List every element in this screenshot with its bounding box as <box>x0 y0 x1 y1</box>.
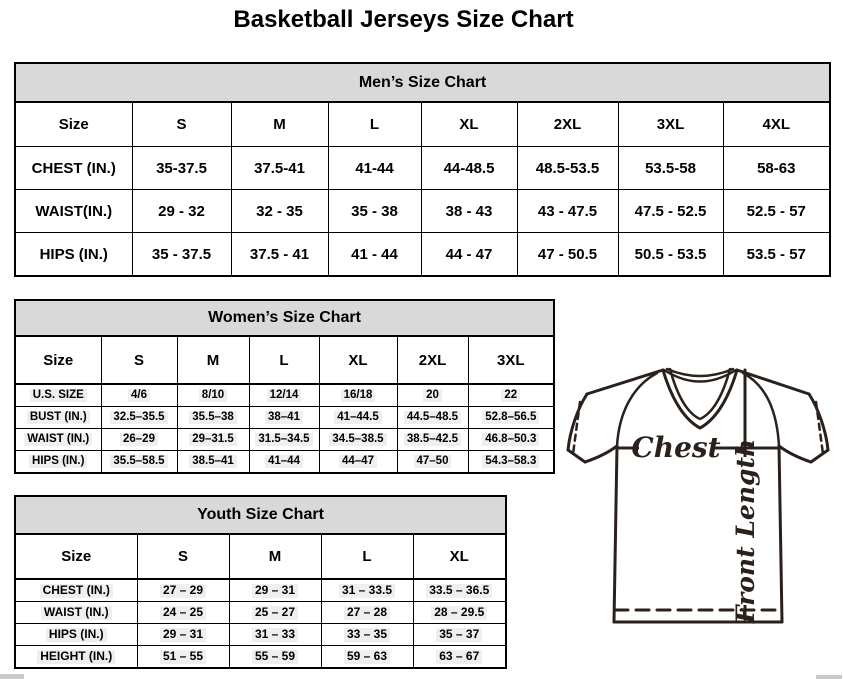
size-cell: 44-48.5 <box>421 147 517 190</box>
table-row <box>15 233 830 277</box>
size-cell: 52.5 - 57 <box>723 190 830 233</box>
womens-col-header: Size <box>15 336 101 384</box>
mens-col-header: 3XL <box>618 102 723 147</box>
cell-text: 20 <box>423 389 442 402</box>
size-cell: 37.5 - 41 <box>231 233 328 277</box>
cell-text: 22 <box>501 389 520 402</box>
womens-col-header: XL <box>319 336 397 384</box>
cell-text: 8/10 <box>199 389 227 402</box>
row-label: CHEST (IN.) <box>15 147 132 190</box>
cutoff-fragment-right <box>816 675 842 679</box>
size-cell: 48.5-53.5 <box>517 147 618 190</box>
cell-text: CHEST (IN.) <box>40 584 113 597</box>
size-cell: 58-63 <box>723 147 830 190</box>
mens-table-title: Men’s Size Chart <box>15 63 830 102</box>
size-cell <box>413 602 506 624</box>
row-label <box>15 579 137 602</box>
cell-text: 31.5–34.5 <box>255 433 312 446</box>
size-cell: 43 - 47.5 <box>517 190 618 233</box>
youth-col-header: M <box>229 534 321 579</box>
size-cell <box>249 384 319 407</box>
size-cell: 47 - 50.5 <box>517 233 618 277</box>
cell-text: 63 – 67 <box>436 650 482 663</box>
front-length-label: Front Length <box>731 438 760 624</box>
cell-text: 52.8–56.5 <box>482 411 539 424</box>
cell-text: 38.5–42.5 <box>404 433 461 446</box>
cell-text: 38–41 <box>265 411 303 424</box>
size-cell <box>249 451 319 474</box>
cell-text: 44–47 <box>339 455 377 468</box>
size-cell: 35-37.5 <box>132 147 231 190</box>
cell-text: U.S. SIZE <box>30 389 87 402</box>
size-cell <box>177 451 249 474</box>
size-cell <box>229 602 321 624</box>
cell-text: 12/14 <box>267 389 302 402</box>
table-row <box>15 384 554 407</box>
womens-col-header: M <box>177 336 249 384</box>
row-label <box>15 384 101 407</box>
cell-text: 59 – 63 <box>344 650 390 663</box>
size-cell <box>413 646 506 669</box>
youth-col-header: XL <box>413 534 506 579</box>
size-cell: 53.5 - 57 <box>723 233 830 277</box>
size-cell <box>397 451 468 474</box>
size-cell <box>229 624 321 646</box>
size-cell: 35 - 37.5 <box>132 233 231 277</box>
size-cell <box>397 429 468 451</box>
size-cell: 47.5 - 52.5 <box>618 190 723 233</box>
cell-text: 28 – 29.5 <box>431 606 487 619</box>
size-cell: 32 - 35 <box>231 190 328 233</box>
womens-size-table <box>14 299 555 474</box>
table-row <box>15 602 506 624</box>
size-cell: 37.5-41 <box>231 147 328 190</box>
table-row <box>15 624 506 646</box>
cell-text: 27 – 29 <box>160 584 206 597</box>
page-title: Basketball Jerseys Size Chart <box>233 6 574 33</box>
size-cell: 35 - 38 <box>328 190 421 233</box>
cell-text: 16/18 <box>341 389 376 402</box>
cell-text: 51 – 55 <box>160 650 206 663</box>
table-row <box>15 147 830 190</box>
mens-size-table <box>14 62 831 277</box>
mens-col-header: L <box>328 102 421 147</box>
size-cell <box>321 602 413 624</box>
cell-text: 31 – 33 <box>252 628 298 641</box>
row-label <box>15 624 137 646</box>
cell-text: 54.3–58.3 <box>482 455 539 468</box>
size-cell <box>137 624 229 646</box>
size-cell <box>137 646 229 669</box>
size-cell <box>468 429 554 451</box>
cell-text: WAIST (IN.) <box>41 606 112 619</box>
cell-text: 31 – 33.5 <box>339 584 395 597</box>
size-cell <box>321 579 413 602</box>
cell-text: 47–50 <box>414 455 452 468</box>
youth-col-header: Size <box>15 534 137 579</box>
size-cell <box>319 407 397 429</box>
mens-col-header: Size <box>15 102 132 147</box>
size-cell <box>137 579 229 602</box>
table-row <box>15 646 506 669</box>
cell-text: 46.8–50.3 <box>482 433 539 446</box>
mens-col-header: S <box>132 102 231 147</box>
row-label <box>15 407 101 429</box>
size-cell <box>397 407 468 429</box>
jersey-measurement-diagram <box>557 356 839 628</box>
cell-text: 29 – 31 <box>160 628 206 641</box>
mens-col-header: 2XL <box>517 102 618 147</box>
size-cell <box>321 624 413 646</box>
cell-text: 24 – 25 <box>160 606 206 619</box>
size-cell: 41-44 <box>328 147 421 190</box>
cell-text: 27 – 28 <box>344 606 390 619</box>
cell-text: WAIST (IN.) <box>24 433 92 446</box>
size-cell: 41 - 44 <box>328 233 421 277</box>
size-cell <box>413 579 506 602</box>
cell-text: 38.5–41 <box>189 455 237 468</box>
cell-text: 41–44 <box>265 455 303 468</box>
size-cell <box>468 407 554 429</box>
row-label <box>15 646 137 669</box>
cell-text: 34.5–38.5 <box>329 433 386 446</box>
mens-col-header: M <box>231 102 328 147</box>
size-cell: 29 - 32 <box>132 190 231 233</box>
womens-col-header: 3XL <box>468 336 554 384</box>
size-cell <box>249 407 319 429</box>
mens-col-header: 4XL <box>723 102 830 147</box>
size-cell <box>177 407 249 429</box>
size-cell <box>413 624 506 646</box>
womens-col-header: 2XL <box>397 336 468 384</box>
row-label <box>15 451 101 474</box>
size-cell <box>177 384 249 407</box>
size-cell <box>177 429 249 451</box>
youth-table-title: Youth Size Chart <box>15 496 506 534</box>
cell-text: 29–31.5 <box>189 433 237 446</box>
size-cell <box>137 602 229 624</box>
cutoff-fragment-left <box>0 674 24 679</box>
cell-text: 29 – 31 <box>252 584 298 597</box>
cell-text: HEIGHT (IN.) <box>37 650 115 663</box>
size-cell <box>468 451 554 474</box>
size-cell <box>101 451 177 474</box>
table-row <box>15 579 506 602</box>
row-label <box>15 602 137 624</box>
womens-col-header: S <box>101 336 177 384</box>
table-row <box>15 190 830 233</box>
size-cell <box>101 407 177 429</box>
size-cell <box>321 646 413 669</box>
size-cell <box>249 429 319 451</box>
cell-text: 35 – 37 <box>436 628 482 641</box>
table-row <box>15 407 554 429</box>
cell-text: 25 – 27 <box>252 606 298 619</box>
cell-text: 4/6 <box>128 389 150 402</box>
size-cell: 50.5 - 53.5 <box>618 233 723 277</box>
cell-text: 55 – 59 <box>252 650 298 663</box>
cell-text: 35.5–38 <box>189 411 237 424</box>
size-cell: 53.5-58 <box>618 147 723 190</box>
youth-col-header: L <box>321 534 413 579</box>
size-cell <box>101 384 177 407</box>
row-label: WAIST(IN.) <box>15 190 132 233</box>
size-cell: 44 - 47 <box>421 233 517 277</box>
youth-size-table <box>14 495 507 669</box>
womens-col-header: L <box>249 336 319 384</box>
youth-col-header: S <box>137 534 229 579</box>
size-cell <box>468 384 554 407</box>
size-cell <box>319 429 397 451</box>
row-label <box>15 429 101 451</box>
cell-text: 35.5–58.5 <box>110 455 167 468</box>
size-cell <box>229 646 321 669</box>
cell-text: BUST (IN.) <box>27 411 90 424</box>
table-row <box>15 451 554 474</box>
size-cell <box>319 384 397 407</box>
cell-text: 33 – 35 <box>344 628 390 641</box>
row-label: HIPS (IN.) <box>15 233 132 277</box>
size-cell: 38 - 43 <box>421 190 517 233</box>
cell-text: HIPS (IN.) <box>29 455 87 468</box>
mens-col-header: XL <box>421 102 517 147</box>
chest-label: Chest <box>631 431 721 464</box>
table-row <box>15 429 554 451</box>
size-cell <box>229 579 321 602</box>
cell-text: 32.5–35.5 <box>110 411 167 424</box>
cell-text: 33.5 – 36.5 <box>426 584 492 597</box>
cell-text: 44.5–48.5 <box>404 411 461 424</box>
size-cell <box>101 429 177 451</box>
cell-text: 41–44.5 <box>334 411 382 424</box>
womens-table-title: Women’s Size Chart <box>15 300 554 336</box>
cell-text: HIPS (IN.) <box>46 628 107 641</box>
jersey-outline <box>568 369 828 622</box>
size-cell <box>397 384 468 407</box>
cell-text: 26–29 <box>120 433 158 446</box>
size-cell <box>319 451 397 474</box>
